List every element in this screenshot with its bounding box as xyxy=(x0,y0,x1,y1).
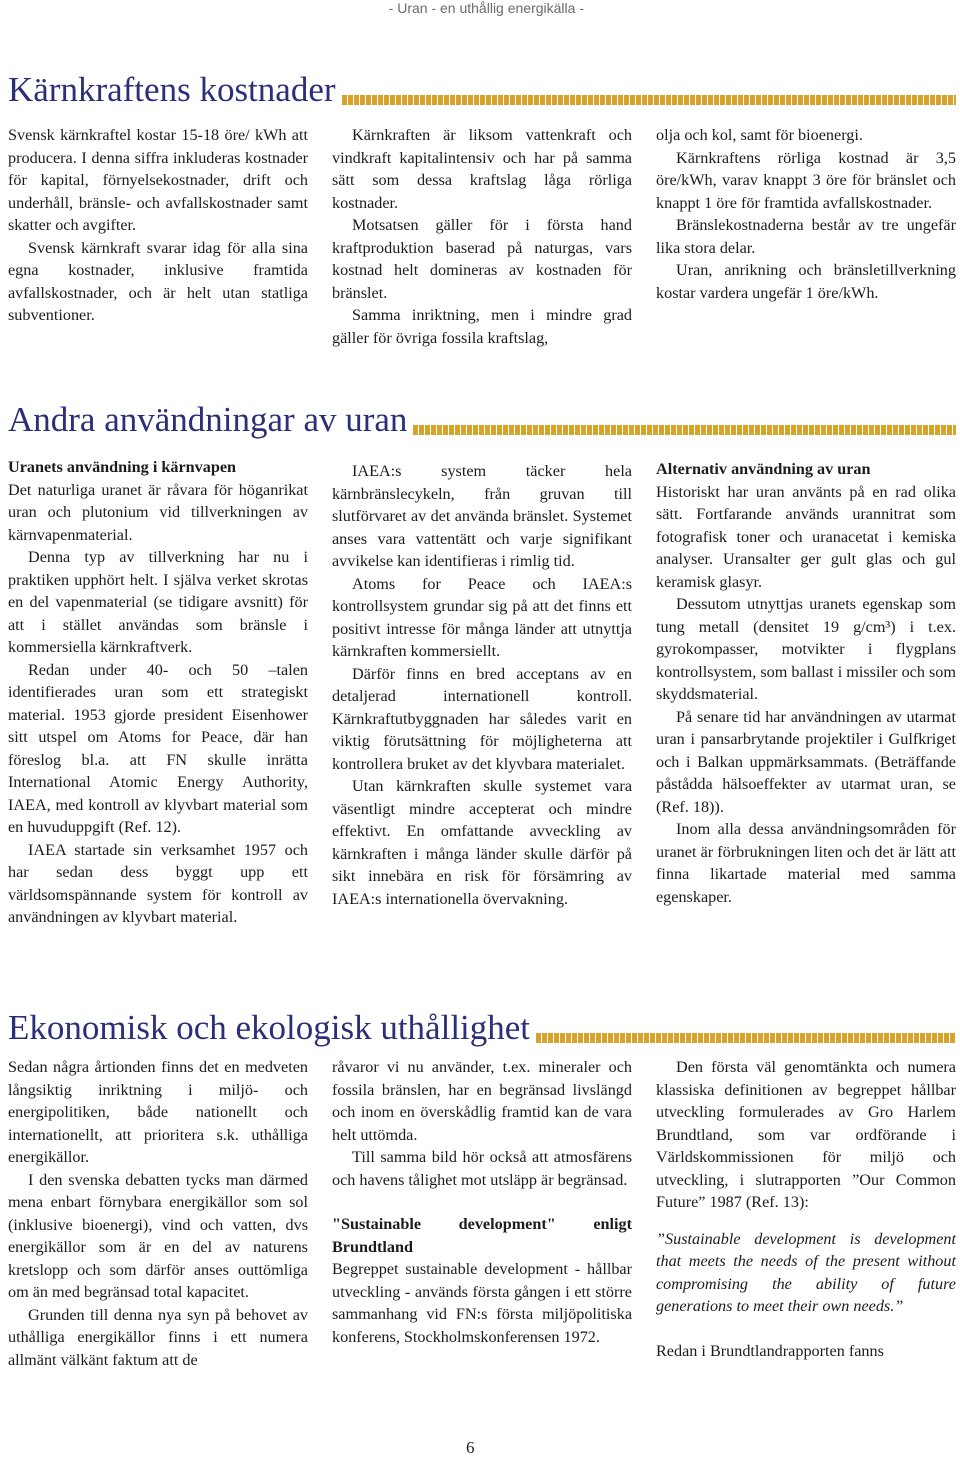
page-number: 6 xyxy=(466,1438,475,1457)
paragraph: Kärnkraftens rörliga kostnad är 3,5 öre/kWh, varav knappt 3 öre för bränslet och knappt 1 öre för framtida avfallskostnader. xyxy=(656,148,956,212)
spacer xyxy=(332,1191,632,1213)
paragraph: Motsatsen gäller för i första hand kraftproduktion baserad på naturgas, vars kostnad helt domineras av kostnaden för bränslet. xyxy=(332,216,632,302)
subheading: Uranets användning i kärnvapen xyxy=(8,458,237,476)
paragraph: Inom alla dessa användningsområden för uranet är förbrukningen liten och det är lätt att finna likartade material med samma egenskaper. xyxy=(656,820,956,906)
section-heading-sustainability: Ekonomisk och ekologisk uthållighet xyxy=(8,1008,531,1047)
sustainability-column-3 xyxy=(656,1056,956,1362)
paragraph: Därför finns en bred acceptans av en detaljerad internationell kontroll. Kärnkraftutbyggnaden har således varit en viktig förutsättning för möjligheterna att kontrollera bruket av det klyvbara materialet. xyxy=(332,664,632,773)
paragraph: Till samma bild hör också att atmosfärens och havens tålighet mot utsläpp är begränsad. xyxy=(332,1148,632,1189)
paragraph: Historiskt har uran använts på en rad olika sätt. Fortfarande används urannitrat som fotografisk toner och uranacetat i kemiska analyser. Uransalter ger gult glas och gul keramisk glasyr. xyxy=(656,482,956,591)
costs-column-2 xyxy=(332,124,632,349)
other-uses-column-1 xyxy=(8,456,308,929)
sustainability-column-2 xyxy=(332,1056,632,1348)
section-heading-row xyxy=(8,402,956,437)
costs-column-1 xyxy=(8,124,308,327)
heading-divider xyxy=(342,95,956,105)
other-uses-column-3 xyxy=(656,458,956,908)
paragraph: Svensk kärnkraft svarar idag för alla sina egna kostnader, inklusive framtida avfallskostnader, och är helt utan statliga subventioner. xyxy=(8,238,308,324)
paragraph: Svensk kärnkraftel kostar 15-18 öre/ kWh att producera. I denna siffra inkluderas kostnader för kapital, förnyelsekostnader, drift och underhåll, bränsle- och avfallskostnader samt skatter och avgifter. xyxy=(8,126,308,234)
running-header: - Uran - en uthållig energikälla - xyxy=(388,0,584,16)
brundtland-quote: ”Sustainable development is development that meets the needs of the present without compromising the ability of future generations to meet their own needs.” xyxy=(656,1229,956,1315)
section-heading-costs: Kärnkraftens kostnader xyxy=(8,70,336,109)
paragraph: På senare tid har användningen av utarmat uran i pansarbrytande projektiler i Gulfkriget och i Balkan uppmärksammats. (Beträffande påstådda hälsoeffekter av utarmat uran, se (Ref. 18)). xyxy=(656,707,956,816)
subheading: Alternativ användning av uran xyxy=(656,460,871,478)
paragraph: Kärnkraften är liksom vattenkraft och vindkraft kapitalintensiv och har på samma sätt som dessa kraftslag låga rörliga kostnader. xyxy=(332,126,632,212)
section-heading-other-uses: Andra användningar av uran xyxy=(8,400,408,439)
paragraph: Utan kärnkraften skulle systemet vara väsentligt mindre accepterat och mindre effektivt. En omfattande avveckling av kärnkraften i många länder skulle därför på sikt innebära en risk för försämring av IAEA:s internationella övervakning. xyxy=(332,777,632,908)
subheading: "Sustainable development" enligt Brundtland xyxy=(332,1215,632,1256)
costs-column-3 xyxy=(656,124,956,304)
paragraph: Begreppet sustainable development - hållbar utveckling - används första gången i ett större sammanhang vid FN:s första miljöpolitiska konferens, Stockholmskonferensen 1972. xyxy=(332,1260,632,1346)
other-uses-column-2 xyxy=(332,460,632,910)
paragraph: råvaror vi nu använder, t.ex. mineraler och fossila bränslen, har en begränsad livslängd och inom en överskådlig framtid kan de vara helt uttömda. xyxy=(332,1058,632,1144)
section-heading-row xyxy=(8,72,956,107)
paragraph: Denna typ av tillverkning har nu i praktiken upphört helt. I själva verket skrotas en del vapenmaterial (se tidigare avsnitt) för att i stället användas som bränsle i kommersiella kärnkraftverk. xyxy=(8,548,308,656)
sustainability-column-1 xyxy=(8,1056,308,1371)
paragraph: olja och kol, samt för bioenergi. xyxy=(656,126,863,144)
paragraph: Dessutom utnyttjas uranets egenskap som tung metall (densitet 19 g/cm³) i t.ex. gyrokompasser, motvikter i flygplans kontrollsystem, som ballast i missiler och som skyddsmaterial. xyxy=(656,595,956,703)
paragraph: IAEA startade sin verksamhet 1957 och har sedan dess byggt upp ett världsomspännande system för kontroll av användningen av klyvbart material. xyxy=(8,840,308,926)
paragraph: Atoms for Peace och IAEA:s kontrollsystem grundar sig på att det finns ett positivt intresse för många länder att utnyttja kärnkraften kommersiellt. xyxy=(332,574,632,660)
paragraph: Uran, anrikning och bränsletillverkning kostar vardera ungefär 1 öre/kWh. xyxy=(656,261,956,302)
heading-divider xyxy=(413,425,956,435)
paragraph: Bränslekostnaderna består av tre ungefär lika stora delar. xyxy=(656,216,956,257)
paragraph: I den svenska debatten tycks man därmed mena enbart förnybara energikällor som sol (inklusive bioenergi), vind och vatten, dvs energikällor som är en del av naturens kretslopp och som därför anses outtömliga om än med begränsad total kapacitet. xyxy=(8,1170,308,1301)
section-heading-row xyxy=(8,1010,956,1045)
heading-divider xyxy=(536,1033,956,1043)
paragraph: IAEA:s system täcker hela kärnbränslecykeln, från gruvan till slutförvaret av det använda bränslet. Systemet anses vara vattentätt och varje signifikant avvikelse kan identifieras i rimlig tid. xyxy=(332,462,632,570)
paragraph: Det naturliga uranet är råvara för höganrikat uran och plutonium vid tillverkningen av kärnvapenmaterial. xyxy=(8,480,308,544)
paragraph: Samma inriktning, men i mindre grad gäller för övriga fossila kraftslag, xyxy=(332,306,632,347)
paragraph: Grunden till denna nya syn på behovet av uthålliga energikällor finns i ett numera allmänt välkänt faktum att de xyxy=(8,1305,308,1369)
paragraph: Sedan några årtionden finns det en medveten långsiktig inriktning i miljö- och energipolitiken, både nationellt och internationellt, att prioritera s.k. uthålliga energikällor. xyxy=(8,1058,308,1166)
paragraph: Redan under 40- och 50 –talen identifierades uran som ett strategiskt material. 1953 gjorde president Eisenhower sitt utspel om Atoms for Peace, där han föreslog bl.a. att FN skulle inrätta International Atomic Energy Authority, IAEA, med kontroll av klyvbart material som en huvuduppgift (Ref. 12). xyxy=(8,660,308,836)
paragraph: Den första väl genomtänkta och numera klassiska definitionen av begreppet hållbar utveckling formulerades av Gro Harlem Brundtland, som var ordförande i Världskommissionen för miljö och utveckling, i slutrapporten ”Our Common Future” 1987 (Ref. 13): xyxy=(656,1058,956,1211)
paragraph: Redan i Brundtlandrapporten fanns xyxy=(656,1341,884,1360)
